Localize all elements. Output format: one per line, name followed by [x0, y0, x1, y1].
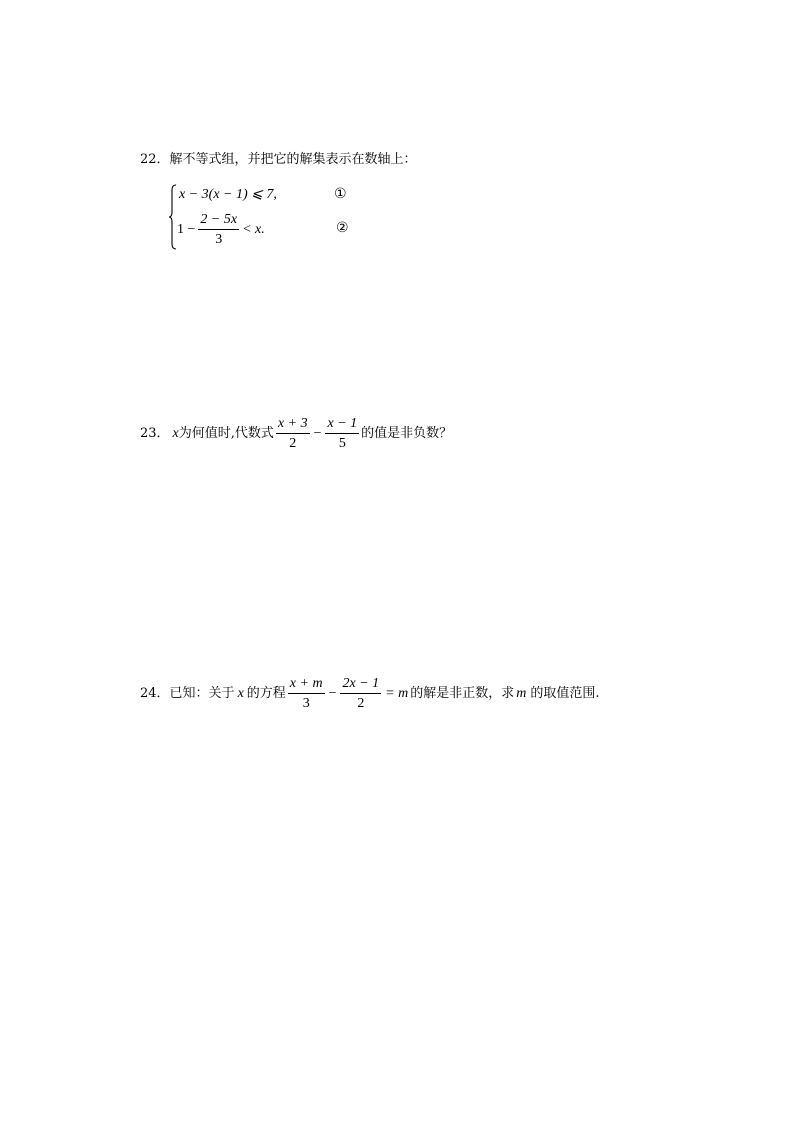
- question-text: 的方程: [246, 685, 286, 701]
- question-text: 的解是非正数，求: [410, 685, 515, 701]
- fraction-bar: [288, 693, 325, 694]
- inequality-2-lead: 1 −: [177, 221, 196, 237]
- fraction-denominator: 3: [215, 232, 223, 247]
- fraction-bar: [276, 433, 310, 434]
- variable-x: x: [237, 685, 244, 701]
- question-text: 为何值时,代数式: [178, 425, 274, 441]
- fraction-1: [276, 415, 310, 452]
- fraction-2-denominator: 5: [338, 436, 346, 451]
- fraction-2-numerator: x − 1: [327, 416, 358, 431]
- fraction-1-denominator: 2: [289, 436, 297, 451]
- fraction-2-numerator: 2x − 1: [342, 676, 380, 691]
- fraction-2-denominator: 2: [357, 696, 365, 711]
- minus-sign: −: [313, 425, 322, 441]
- inequality-2: [177, 211, 265, 248]
- question-23: [140, 415, 452, 452]
- question-number: 24．: [140, 685, 170, 701]
- fraction-bar: [198, 229, 239, 230]
- fraction-bar: [340, 693, 381, 694]
- equals-m: = m: [385, 685, 409, 701]
- fraction-2: [325, 415, 359, 452]
- inequality-2-tail: < x.: [242, 221, 265, 237]
- label-2: ②: [336, 220, 349, 236]
- inequality-1-expression: x − 3(x − 1) ⩽ 7,: [179, 187, 277, 202]
- fraction-bar: [325, 433, 359, 434]
- label-1: ①: [334, 186, 347, 202]
- question-24: [140, 675, 600, 712]
- question-text-end: 的值是非负数？: [361, 425, 453, 441]
- question-number: 23．: [140, 425, 170, 441]
- question-text: 已知：关于: [169, 685, 235, 701]
- fraction-numerator: 2 − 5x: [200, 212, 238, 227]
- minus-sign: −: [328, 685, 337, 701]
- inequality-1: [179, 186, 277, 203]
- variable-m: m: [516, 685, 527, 701]
- fraction-1-numerator: x + 3: [277, 416, 308, 431]
- question-text-end: 的取值范围.: [530, 685, 600, 701]
- question-number: 22．: [140, 152, 170, 167]
- fraction-2: [340, 675, 381, 712]
- question-22: [140, 152, 417, 168]
- fraction-1: [288, 675, 325, 712]
- question-prompt: 解不等式组，并把它的解集表示在数轴上：: [169, 152, 417, 167]
- variable-x: x: [172, 425, 179, 441]
- fraction: [198, 211, 239, 248]
- fraction-1-denominator: 3: [302, 696, 310, 711]
- fraction-1-numerator: x + m: [289, 676, 323, 691]
